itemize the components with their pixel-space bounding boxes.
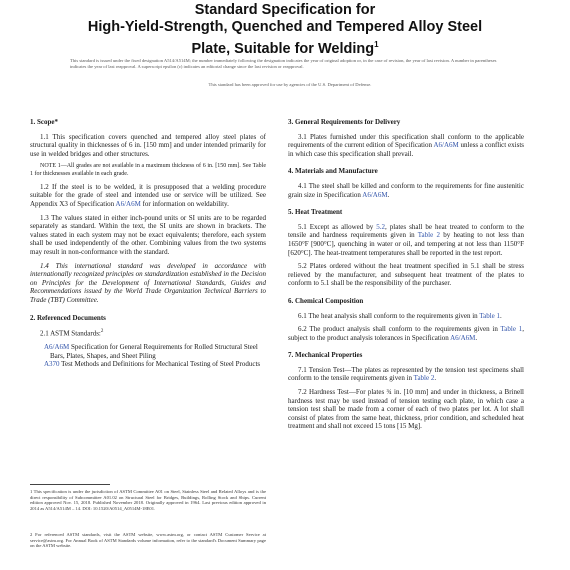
section-7-heading: 7. Mechanical Properties [288, 351, 363, 360]
footnote-divider [30, 484, 110, 485]
reference-a6-title: Specification for General Requirements for Rolled Structural Steel Bars, Plates, Shapes, and Sheet Piling [50, 343, 258, 360]
dod-approval-notice: This standard has been approved for use by agencies of the U.S. Department of Defense. [208, 82, 372, 87]
paragraph-1-1: 1.1 This specification covers quenched and tempered alloy steel plates of structural quality in thicknesses of 6 in. [150 mm] and under intended primarily for use in welded bridges and other structures. [30, 132, 266, 158]
section-6-heading: 6. Chemical Composition [288, 296, 364, 305]
paragraph-4-1-text-b: . [387, 190, 390, 199]
left-column [30, 118, 266, 369]
section-1-heading: 1. Scope* [30, 118, 58, 126]
right-column [288, 118, 524, 436]
paragraph-3-1 [288, 133, 524, 159]
paragraph-2-1-mark: 2 [100, 329, 104, 335]
link-a6-a6m[interactable]: A6/A6M [362, 190, 388, 199]
note-1: NOTE 1—All grades are not available in a maximum thickness of 6 in. [150 mm]. See Table 1 for thicknesses available in each grade. [30, 163, 266, 177]
section-5-heading: 5. Heat Treatment [288, 208, 343, 217]
reference-a370 [44, 360, 266, 369]
paragraph-1-3: 1.3 The values stated in either inch-pound units or SI units are to be regarded separately as standard. Within the text, the SI units are shown in brackets. The values stated in each system may not be exact equivalents; therefore, each system shall be used independently of the other. Combining values from the two systems may result in non-conformance with the standard. [30, 213, 266, 256]
link-a6-a6m[interactable]: A6/A6M [433, 141, 459, 150]
footnote-2: 2 For referenced ASTM standards, visit the ASTM website, www.astm.org, or contact ASTM Customer Service at service@astm.org. For Annual Book of ASTM Standards volume information, refer to the standard's Document Summary page on the ASTM website. [30, 532, 266, 549]
paragraph-7-2: 7.2 Hardness Test—For plates ¾ in. [10 mm] and under in thickness, a Brinell hardness test may be used instead of tension testing each plate, in which case a tension test shall be made from a corner of each of two plates per lot. A lot shall consist of plates from the same heat, thickness, prior condition, and scheduled heat treatment and shall not exceed 15 tons [15 Mg]. [288, 388, 524, 431]
title-line-3-text: Plate, Suitable for Welding [191, 40, 375, 57]
paragraph-1-4: 1.4 This international standard was developed in accordance with internationally recognized principles on standardization established in the Decision on Principles for the Development of International Standards, Guides and Recommendations issued by the World Trade Organization Technical Barriers to Trade (TBT) Committee. [30, 261, 266, 304]
paragraph-6-2-text-b: , subject to the product analysis tolerances in Specification [288, 325, 524, 342]
reference-a370-code[interactable]: A370 [44, 360, 60, 369]
link-table-2[interactable]: Table 2 [417, 231, 440, 240]
designation-notice: This standard is issued under the fixed designation A514/A514M; the number immediately following the designation indicates the year of original adoption or, in the case of revision, the year of last revision. A number in parentheses indicates the year of last reapproval. A superscript epsilon (ε) indicates an editorial change since the last revision or reapproval. [70, 58, 497, 69]
paragraph-1-2 [30, 183, 266, 209]
title-line-3 [0, 36, 570, 58]
paragraph-6-1-text-a: 6.1 The heat analysis shall conform to the requirements given in [298, 311, 480, 320]
paragraph-7-1 [288, 366, 524, 383]
link-table-1[interactable]: Table 1 [479, 311, 501, 320]
link-section-5-2[interactable]: 5.2 [376, 222, 386, 231]
document-title [0, 2, 570, 58]
reference-a370-title: Test Methods and Definitions for Mechanical Testing of Steel Products [59, 360, 261, 369]
footnote-1: 1 This specification is under the jurisdiction of ASTM Committee A01 on Steel, Stainless Steel and Related Alloys and is the direct responsibility of Subcommittee A01.02 on Structural Steel for Bridges, Buildings, Rolling Stock and Ships. Current edition approved Nov. 15, 2018. Published November 2018. Originally approved in 1964. Last previous edition approved in 2014 as A514/A514M – 14. DOI: 10.1520/A0514_A0514M-18E01. [30, 489, 266, 511]
paragraph-7-1-text-b: . [434, 374, 437, 383]
title-line-2: High-Yield-Strength, Quenched and Tempered Alloy Steel [87, 19, 483, 35]
link-table-2[interactable]: Table 2 [413, 374, 435, 383]
section-3-heading: 3. General Requirements for Delivery [288, 118, 401, 126]
paragraph-6-1 [288, 312, 524, 321]
paragraph-5-1-text-a: 5.1 Except as allowed by [298, 222, 377, 231]
paragraph-3-1-text-b: unless a conflict exists in which case this specification shall prevail. [288, 141, 525, 158]
paragraph-5-1 [288, 223, 524, 257]
paragraph-6-2-text-c: . [475, 333, 478, 342]
title-line-1: Standard Specification for [194, 2, 376, 18]
paragraph-4-1-text-a: 4.1 The steel shall be killed and conform to the requirements for fine austenitic grain size in Specification [288, 181, 524, 199]
section-4-heading: 4. Materials and Manufacture [288, 167, 378, 176]
paragraph-1-2-text-a: 1.2 If the steel is to be welded, it is presupposed that a welding procedure suitable for the grade of steel and intended use or service will be utilized. See Appendix X3 of Specification [30, 182, 266, 208]
paragraph-3-1-text-a: 3.1 Plates furnished under this specification shall conform to the applicable requirements of the current edition of Specification [288, 132, 524, 150]
paragraph-6-1-text-b: . [500, 311, 502, 320]
paragraph-6-2-text-a: 6.2 The product analysis shall conform to the requirements given in [298, 325, 501, 334]
paragraph-5-2: 5.2 Plates ordered without the heat treatment specified in 5.1 shall be stress relieved by the manufacturer, and subsequent heat treatment of the plates to conform to 5.1 shall be the responsibility of the purchaser. [288, 262, 524, 288]
paragraph-1-2-text-b: for information on weldability. [140, 199, 229, 208]
link-table-1[interactable]: Table 1 [500, 325, 523, 334]
link-a6-a6m[interactable]: A6/A6M [115, 199, 141, 208]
reference-a6-code[interactable]: A6/A6M [44, 343, 70, 352]
section-2-heading: 2. Referenced Documents [30, 313, 106, 322]
paragraph-6-2 [288, 325, 524, 342]
paragraph-5-1-text-c: by heating to not less than 1650°F [900°C], quenching in water or oil, and tempering at not less than 1150°F [620°C]. The heat-treatment temperatures shall be reported in the test report. [288, 231, 524, 257]
link-a6-a6m[interactable]: A6/A6M [450, 333, 476, 342]
reference-a6 [44, 343, 266, 360]
paragraph-4-1 [288, 182, 524, 199]
title-footnote-mark: 1 [374, 40, 379, 49]
paragraph-2-1 [30, 328, 266, 338]
paragraph-5-1-text-b: , plates shall be heat treated to conform to the tensile and hardness requirements given in [288, 222, 524, 240]
paragraph-2-1-text: 2.1 ASTM Standards: [40, 329, 101, 338]
paragraph-7-1-text-a: 7.1 Tension Test—The plates as represented by the tension test specimens shall conform to the tensile requirements given in [288, 365, 524, 383]
